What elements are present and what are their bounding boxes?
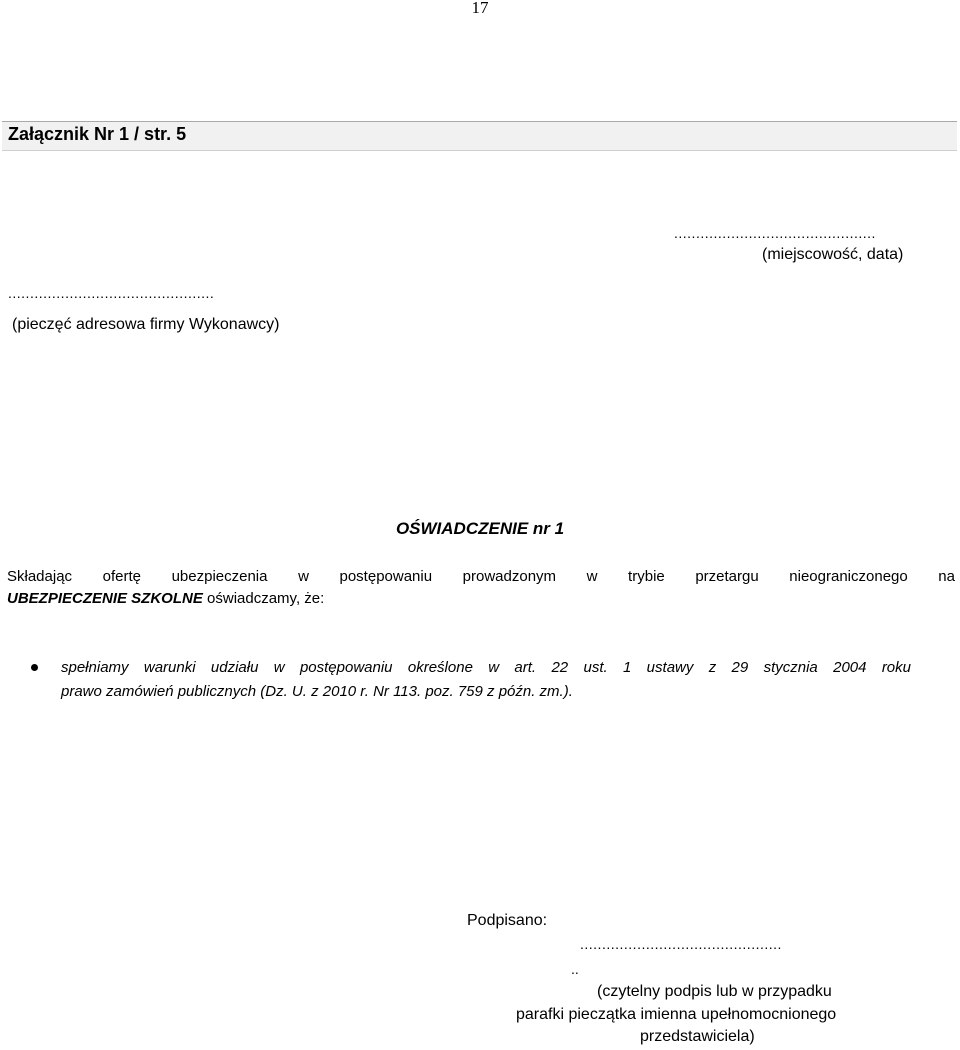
bullet-icon: [31, 664, 38, 671]
annex-header-bar: [2, 121, 957, 151]
place-date-dotted-line: ..............................................: [674, 225, 876, 241]
signature-caption-line3: przedstawiciela): [640, 1028, 755, 1045]
declaration-title: OŚWIADCZENIE nr 1: [395, 519, 565, 538]
declaration-bullet-line2: prawo zamówień publicznych (Dz. U. z 2010 r. Nr 113. poz. 759 z późn. zm.).: [61, 683, 573, 700]
signature-caption-line1: (czytelny podpis lub w przypadku: [597, 983, 832, 1000]
page-number: 17: [471, 0, 489, 17]
signature-dotted-line: ..............................................: [580, 936, 782, 952]
declaration-bullet-line1: spełniamy warunki udziału w postępowaniu określone w art. 22 ust. 1 ustawy z 29 stycznia 2004 roku: [61, 659, 911, 676]
annex-title: Załącznik Nr 1 / str. 5: [8, 124, 187, 144]
signed-label: Podpisano:: [467, 912, 548, 929]
contractor-stamp-label: (pieczęć adresowa firmy Wykonawcy): [12, 316, 280, 333]
place-date-label: (miejscowość, data): [762, 246, 904, 263]
signature-caption-line2: parafki pieczątka imienna upełnomocnionego: [516, 1006, 837, 1023]
declaration-intro-line1: Składając ofertę ubezpieczenia w postępowaniu prowadzonym w trybie przetargu nieograniczonego na: [7, 568, 955, 585]
insurance-type: UBEZPIECZENIE SZKOLNE: [7, 590, 203, 607]
declaration-intro-line2: [7, 590, 324, 607]
contractor-stamp-dotted-line: ...............................................: [8, 285, 215, 301]
declaration-intro-rest: oświadczamy, że:: [202, 590, 325, 607]
signature-dotted-line-end: ..: [571, 961, 579, 977]
